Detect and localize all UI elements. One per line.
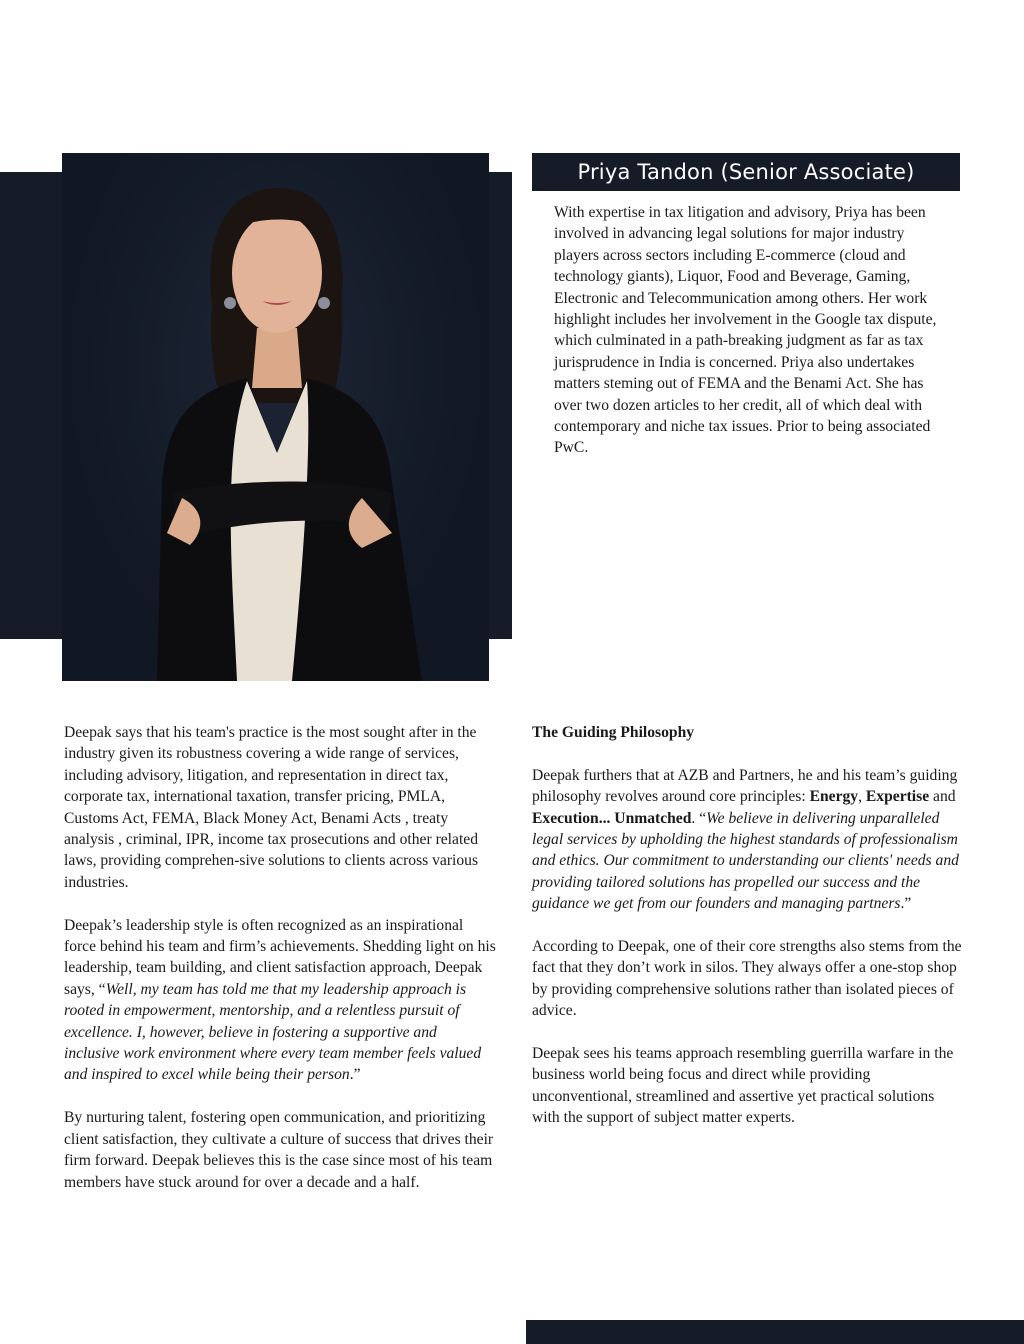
philosophy-intro: Deepak furthers that at AZB and Partners, he and his team’s guiding philosophy revolves around core principles: [532,766,958,806]
profile-name-banner: Priya Tandon (Senior Associate) [532,153,960,191]
separator: and [929,788,956,806]
footer-bar [526,1320,1024,1344]
leadership-intro: Deepak’s leadership style is often recognized as an inspirational force behind his team and firm’s achievements. Shedding light on his leadership, team building, and client satisfaction approach, Deepak says, “ [64,916,496,998]
profile-photo [62,153,489,681]
quote-close: .” [900,895,912,913]
right-column [532,722,964,1150]
leadership-quote-end: .” [349,1066,361,1084]
profile-bio: With expertise in tax litigation and advisory, Priya has been involved in advancing legal solutions for major industry players across sectors including E-commerce (cloud and technology giants), Liquor, Food and Beverage, Gaming, Electronic and Telecommunication among others. Her work highlight includes her involvement in the Google tax dispute, which culminated in a path-breaking judgment as far as tax jurisprudence in India is concerned. Priya also undertakes matters steming out of FEMA and the Benami Act. She has over two dozen articles to her credit, all of which deal with contemporary and niche tax issues. Prior to being associated PwC. [554,204,937,457]
left-paragraph-2 [64,915,496,1086]
right-paragraph-1 [532,765,964,915]
philosophy-quote: We believe in delivering unparalleled legal services by upholding the highest standards of professionalism and ethics. Our commitment to understanding our clients' needs and providing tailored solutions has propelled our success and the guidance we get from our founders and managing partners [532,809,959,913]
leadership-quote: Well, my team has told me that my leadership approach is rooted in empowerment, mentorship, and a relentless pursuit of excellence. I, however, believe in fostering a supportive and inclusive work environment where every team member feels valued and inspired to excel while being their person [64,980,482,1084]
principle-energy: Energy [809,788,859,806]
section-heading: The Guiding Philosophy [532,724,695,741]
quote-open: . “ [691,809,707,827]
left-column [64,722,496,1214]
separator: , [858,788,866,806]
left-paragraph-3: By nurturing talent, fostering open communication, and prioritizing client satisfaction, they cultivate a culture of success that drives their firm forward. Deepak believes this is the case since most of his team members have stuck around for over a decade and a half. [64,1109,494,1191]
left-paragraph-1: Deepak says that his team's practice is the most sought after in the industry given its robustness covering a wide range of services, including advisory, litigation, and representation in direct tax, corporate tax, international taxation, transfer pricing, PMLA, Customs Act, FEMA, Black Money Act, Benami Acts , treaty analysis , criminal, IPR, income tax prosecutions and other related laws, providing comprehen-sive solutions to clients across various industries. [64,724,479,891]
principle-expertise: Expertise [865,788,930,806]
right-paragraph-2: According to Deepak, one of their core strengths also stems from the fact that they don’t work in silos. They always offer a one-stop shop by providing comprehensive solutions rather than isolated pieces of advice. [532,938,962,1020]
principle-execution: Execution... Unmatched [532,809,692,827]
right-paragraph-3: Deepak sees his teams approach resembling guerrilla warfare in the business world being focus and direct while providing unconventional, streamlined and assertive yet practical solutions with the support of subject matter experts. [532,1045,954,1127]
